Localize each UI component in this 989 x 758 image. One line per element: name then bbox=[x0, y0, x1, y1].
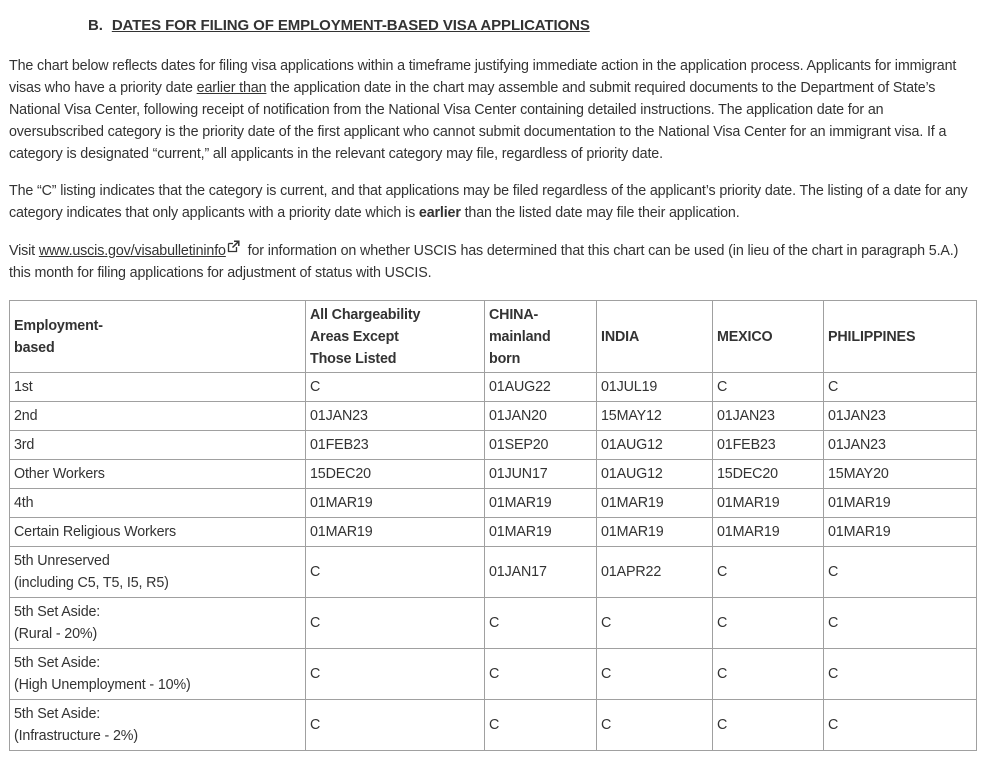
date-cell: 01JAN17 bbox=[485, 547, 597, 598]
section-letter: B. bbox=[88, 17, 103, 34]
column-header bbox=[597, 301, 713, 373]
cell-line: mainland bbox=[489, 328, 551, 345]
date-cell: 01MAR19 bbox=[824, 518, 977, 547]
uscis-link[interactable]: www.uscis.gov/visabulletininfo bbox=[38, 243, 226, 259]
cell-line: 5th Set Aside: bbox=[14, 604, 101, 620]
column-header bbox=[485, 301, 597, 373]
date-cell: 01AUG12 bbox=[597, 460, 713, 489]
table-row bbox=[10, 649, 977, 700]
date-cell: C bbox=[597, 649, 713, 700]
date-cell: C bbox=[306, 649, 485, 700]
date-cell: 01MAR19 bbox=[597, 489, 713, 518]
intro-underlined-text: earlier than bbox=[196, 80, 267, 96]
cell-line: (Rural - 20%) bbox=[14, 626, 98, 642]
date-cell: 01JUL19 bbox=[597, 373, 713, 402]
date-cell: C bbox=[485, 649, 597, 700]
date-cell: 01JAN20 bbox=[485, 402, 597, 431]
date-cell: C bbox=[485, 598, 597, 649]
row-category bbox=[10, 649, 306, 700]
current-listing-paragraph bbox=[9, 180, 981, 224]
row-category bbox=[10, 402, 306, 431]
table-row bbox=[10, 460, 977, 489]
table-header-row bbox=[10, 301, 977, 373]
cell-line: (Infrastructure - 2%) bbox=[14, 728, 138, 744]
row-category bbox=[10, 460, 306, 489]
table-row bbox=[10, 598, 977, 649]
date-cell: C bbox=[713, 700, 824, 751]
uscis-text-end: for information on whether USCIS has determined that this chart can be used (in lieu of the chart in paragraph 5.A.) this month for filing applications for adjustment of status with USCIS. bbox=[9, 243, 959, 281]
section-title: DATES FOR FILING OF EMPLOYMENT-BASED VISA APPLICATIONS bbox=[111, 17, 590, 34]
date-cell: C bbox=[824, 700, 977, 751]
date-cell: C bbox=[824, 547, 977, 598]
table-row bbox=[10, 402, 977, 431]
cell-line: PHILIPPINES bbox=[828, 328, 916, 345]
date-cell: C bbox=[306, 373, 485, 402]
cell-line: born bbox=[489, 350, 521, 367]
cell-line: MEXICO bbox=[717, 328, 773, 345]
date-cell: 01SEP20 bbox=[485, 431, 597, 460]
date-cell: 01MAR19 bbox=[306, 518, 485, 547]
row-category bbox=[10, 700, 306, 751]
cell-line: CHINA- bbox=[489, 306, 539, 323]
intro-text-end: the application date in the chart may assemble and submit required documents to the Department of State’s National Visa Center, following receipt of notification from the National Visa Center containing detailed instructions. The application date for an oversubscribed category is the priority date of the first applicant who cannot submit documentation to the National Visa Center for an immigrant visa. If a category is designated “current,” all applicants in the relevant category may file, regardless of priority date. bbox=[9, 80, 947, 162]
date-cell: C bbox=[713, 373, 824, 402]
date-cell: 01JAN23 bbox=[824, 402, 977, 431]
row-category bbox=[10, 373, 306, 402]
date-cell: C bbox=[824, 649, 977, 700]
cell-line: 4th bbox=[14, 495, 34, 511]
date-cell: 15DEC20 bbox=[306, 460, 485, 489]
date-cell: 01MAR19 bbox=[824, 489, 977, 518]
row-category bbox=[10, 598, 306, 649]
date-cell: 01AUG22 bbox=[485, 373, 597, 402]
date-cell: 01MAR19 bbox=[713, 518, 824, 547]
column-header bbox=[713, 301, 824, 373]
date-cell: C bbox=[597, 700, 713, 751]
current-text-end: than the listed date may file their application. bbox=[460, 205, 740, 221]
column-header bbox=[824, 301, 977, 373]
table-row bbox=[10, 489, 977, 518]
external-link-icon[interactable] bbox=[227, 240, 240, 253]
date-cell: 01JAN23 bbox=[713, 402, 824, 431]
date-cell: C bbox=[306, 700, 485, 751]
date-cell: C bbox=[713, 547, 824, 598]
cell-line: (including C5, T5, I5, R5) bbox=[14, 575, 169, 591]
date-cell: C bbox=[485, 700, 597, 751]
date-cell: 01MAR19 bbox=[597, 518, 713, 547]
date-cell: C bbox=[597, 598, 713, 649]
date-cell: 01JUN17 bbox=[485, 460, 597, 489]
row-category bbox=[10, 547, 306, 598]
uscis-text-start: Visit bbox=[9, 243, 39, 259]
table-row bbox=[10, 547, 977, 598]
intro-paragraph bbox=[9, 55, 981, 165]
date-cell: 01MAR19 bbox=[306, 489, 485, 518]
cell-line: (High Unemployment - 10%) bbox=[14, 677, 191, 693]
column-header bbox=[10, 301, 306, 373]
date-cell: C bbox=[824, 373, 977, 402]
date-cell: C bbox=[824, 598, 977, 649]
date-cell: 01JAN23 bbox=[306, 402, 485, 431]
date-cell: 01MAR19 bbox=[485, 518, 597, 547]
table-row bbox=[10, 518, 977, 547]
row-category bbox=[10, 489, 306, 518]
intro-text-start: The chart below reflects dates for filing visa applications within a timeframe justifying immediate action in the application process. Applicants for immigrant visas who have a priority date bbox=[9, 58, 957, 96]
current-bold-text: earlier bbox=[418, 205, 461, 221]
cell-line: 1st bbox=[14, 379, 33, 395]
date-cell: 01MAR19 bbox=[485, 489, 597, 518]
row-category bbox=[10, 431, 306, 460]
column-header bbox=[306, 301, 485, 373]
table-row bbox=[10, 431, 977, 460]
cell-line: based bbox=[14, 339, 55, 356]
cell-line: Certain Religious Workers bbox=[14, 524, 177, 540]
cell-line: 2nd bbox=[14, 408, 38, 424]
date-cell: 15MAY12 bbox=[597, 402, 713, 431]
date-cell: 01JAN23 bbox=[824, 431, 977, 460]
section-heading bbox=[88, 17, 590, 34]
cell-line: 3rd bbox=[14, 437, 35, 453]
cell-line: 5th Unreserved bbox=[14, 553, 110, 569]
date-cell: C bbox=[306, 598, 485, 649]
employment-visa-dates-table bbox=[9, 300, 977, 751]
cell-line: INDIA bbox=[601, 328, 640, 345]
current-text-start: The “C” listing indicates that the category is current, and that applications may be filed regardless of the applicant’s priority date. The listing of a date for any category indicates that only applicants with a priority date which is bbox=[9, 183, 968, 221]
cell-line: 5th Set Aside: bbox=[14, 706, 101, 722]
row-category bbox=[10, 518, 306, 547]
cell-line: Employment- bbox=[14, 317, 103, 334]
date-cell: 15DEC20 bbox=[713, 460, 824, 489]
cell-line: 5th Set Aside: bbox=[14, 655, 101, 671]
date-cell: 01FEB23 bbox=[713, 431, 824, 460]
table-row bbox=[10, 373, 977, 402]
date-cell: 01MAR19 bbox=[713, 489, 824, 518]
cell-line: Those Listed bbox=[310, 350, 397, 367]
date-cell: 01FEB23 bbox=[306, 431, 485, 460]
table-body bbox=[10, 373, 977, 751]
date-cell: 01AUG12 bbox=[597, 431, 713, 460]
cell-line: Areas Except bbox=[310, 328, 399, 345]
date-cell: 01APR22 bbox=[597, 547, 713, 598]
cell-line: All Chargeability bbox=[310, 306, 421, 323]
date-cell: C bbox=[713, 598, 824, 649]
date-cell: C bbox=[306, 547, 485, 598]
uscis-paragraph bbox=[9, 240, 981, 284]
cell-line: Other Workers bbox=[14, 466, 105, 482]
date-cell: 15MAY20 bbox=[824, 460, 977, 489]
table-row bbox=[10, 700, 977, 751]
date-cell: C bbox=[713, 649, 824, 700]
